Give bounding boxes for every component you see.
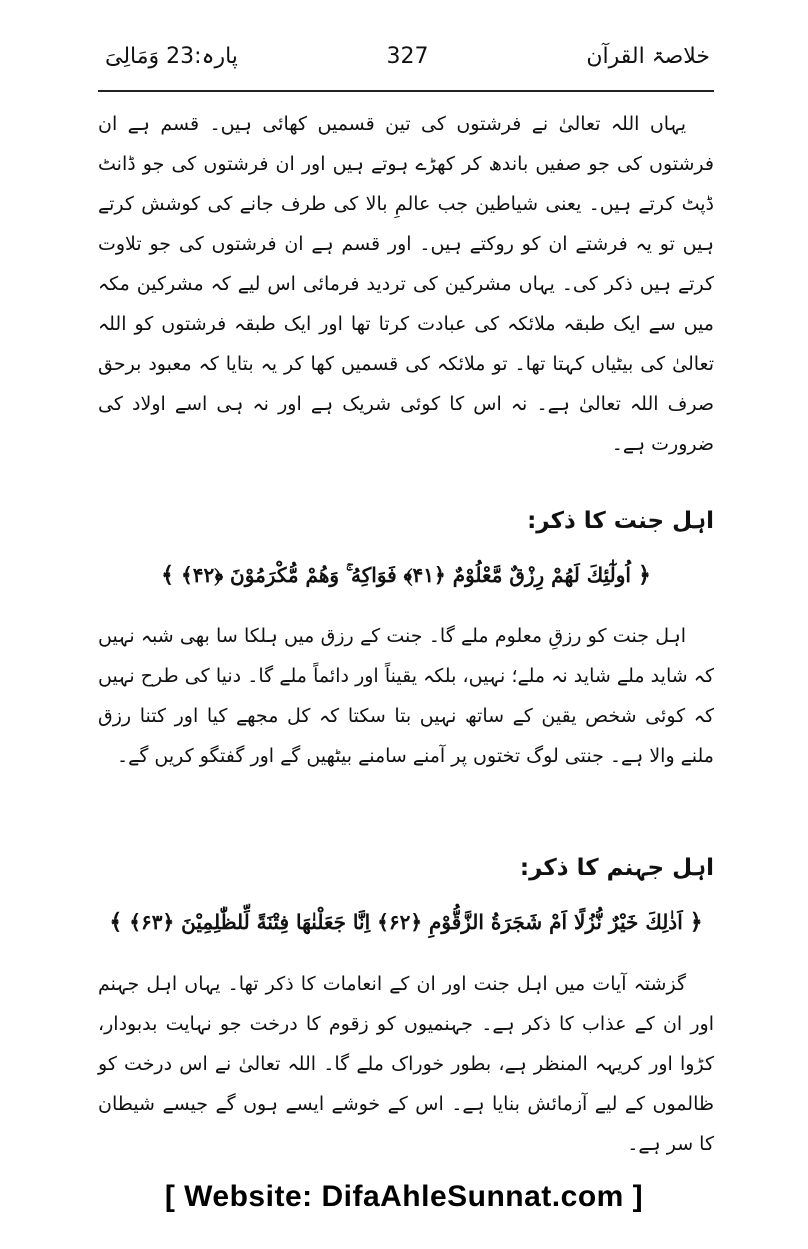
heading-jahannam: اہل جہنم کا ذکر: — [519, 855, 714, 881]
heading-jannah: اہل جنت کا ذکر: — [527, 508, 714, 534]
ayah-jannah — [90, 562, 722, 588]
ayah-text: اُولٰٓئِكَ لَهُمْ رِزْقٌ مَّعْلُوْمٌ ﴿۴۱﴾ فَوَاكِهُ ۚ وَهُمْ مُّكْرَمُوْنَ ﴿۴۲﴾ — [181, 563, 631, 587]
book-title: خلاصۃ القرآن — [586, 44, 710, 69]
jannah-paragraph: اہل جنت کو رزقِ معلوم ملے گا۔ جنت کے رزق میں ہلکا سا بھی شبہ نہیں کہ شاید ملے شاید نہ ملے؛ نہیں، بلکہ یقیناً اور دائماً ملے گا۔ دنیا کی طرح نہیں کہ کوئی شخص یقین کے ساتھ نہیں بتا سکتا کہ کل مجھے کیا اور کتنا رزق ملنے والا ہے۔ جنتی لوگ تختوں پر آمنے سامنے بیٹھیں گے اور گفتگو کریں گے۔ — [98, 625, 714, 767]
ayah-open-bracket: ﴿ — [689, 909, 703, 935]
page-header — [105, 38, 710, 84]
page-number: 327 — [386, 44, 429, 69]
ayah-open-bracket: ﴿ — [637, 562, 651, 588]
header-divider — [98, 90, 714, 92]
jahannam-paragraph: گزشتہ آیات میں اہل جنت اور ان کے انعامات کا ذکر تھا۔ یہاں اہل جہنم اور ان کے عذاب کا ذکر ہے۔ جہنمیوں کو زقوم کا درخت جو نہایت بدبودار، کڑوا اور کریہہ المنظر ہے، بطور خوراک ملے گا۔ اللہ تعالیٰ نے اس درخت کو ظالموں کے لیے آزمائش بنایا ہے۔ اس کے خوشے ایسے ہوں گے جیسے شیطان کا سر ہے۔ — [98, 973, 714, 1155]
ayah-text: اَذٰلِكَ خَيْرٌ نُّزُلًا اَمْ شَجَرَةُ الزَّقُّوْمِ ﴿۶۲﴾ اِنَّا جَعَلْنٰهَا فِتْنَةً لِّلظّٰلِمِيْنَ ﴿۶۳﴾ — [129, 910, 683, 934]
intro-paragraph: یہاں اللہ تعالیٰ نے فرشتوں کی تین قسمیں کھائی ہیں۔ قسم ہے ان فرشتوں کی جو صفیں باندھ کر کھڑے ہوتے ہیں اور ان فرشتوں کی جو ڈانٹ ڈپٹ کرتے ہیں۔ یعنی شیاطین جب عالمِ بالا کی طرف جانے کی کوشش کرتے ہیں تو یہ فرشتے ان کو روکتے ہیں۔ اور قسم ہے ان فرشتوں کی جو تلاوت کرتے ہیں ذکر کی۔ یہاں مشرکین کی تردید فرمائی اس لیے کہ مشرکین مکہ میں سے ایک طبقہ ملائکہ کی عبادت کرتا تھا اور ایک طبقہ فرشتوں کو اللہ تعالیٰ کی بیٹیاں کہتا تھا۔ تو ملائکہ کی قسمیں کھا کر یہ بتایا کہ معبود برحق صرف اللہ تعالیٰ ہے۔ نہ اس کا کوئی شریک ہے اور نہ ہی اسے اولاد کی ضرورت ہے۔ — [98, 113, 714, 455]
website-footer: [ Website: DifaAhleSunnat.com ] — [164, 1180, 644, 1213]
ayah-jahannam — [90, 909, 722, 935]
ayah-close-bracket: ﴾ — [161, 562, 175, 588]
para-label: پارہ:23 وَمَالِیَ — [105, 44, 238, 69]
ayah-close-bracket: ﴾ — [109, 909, 123, 935]
